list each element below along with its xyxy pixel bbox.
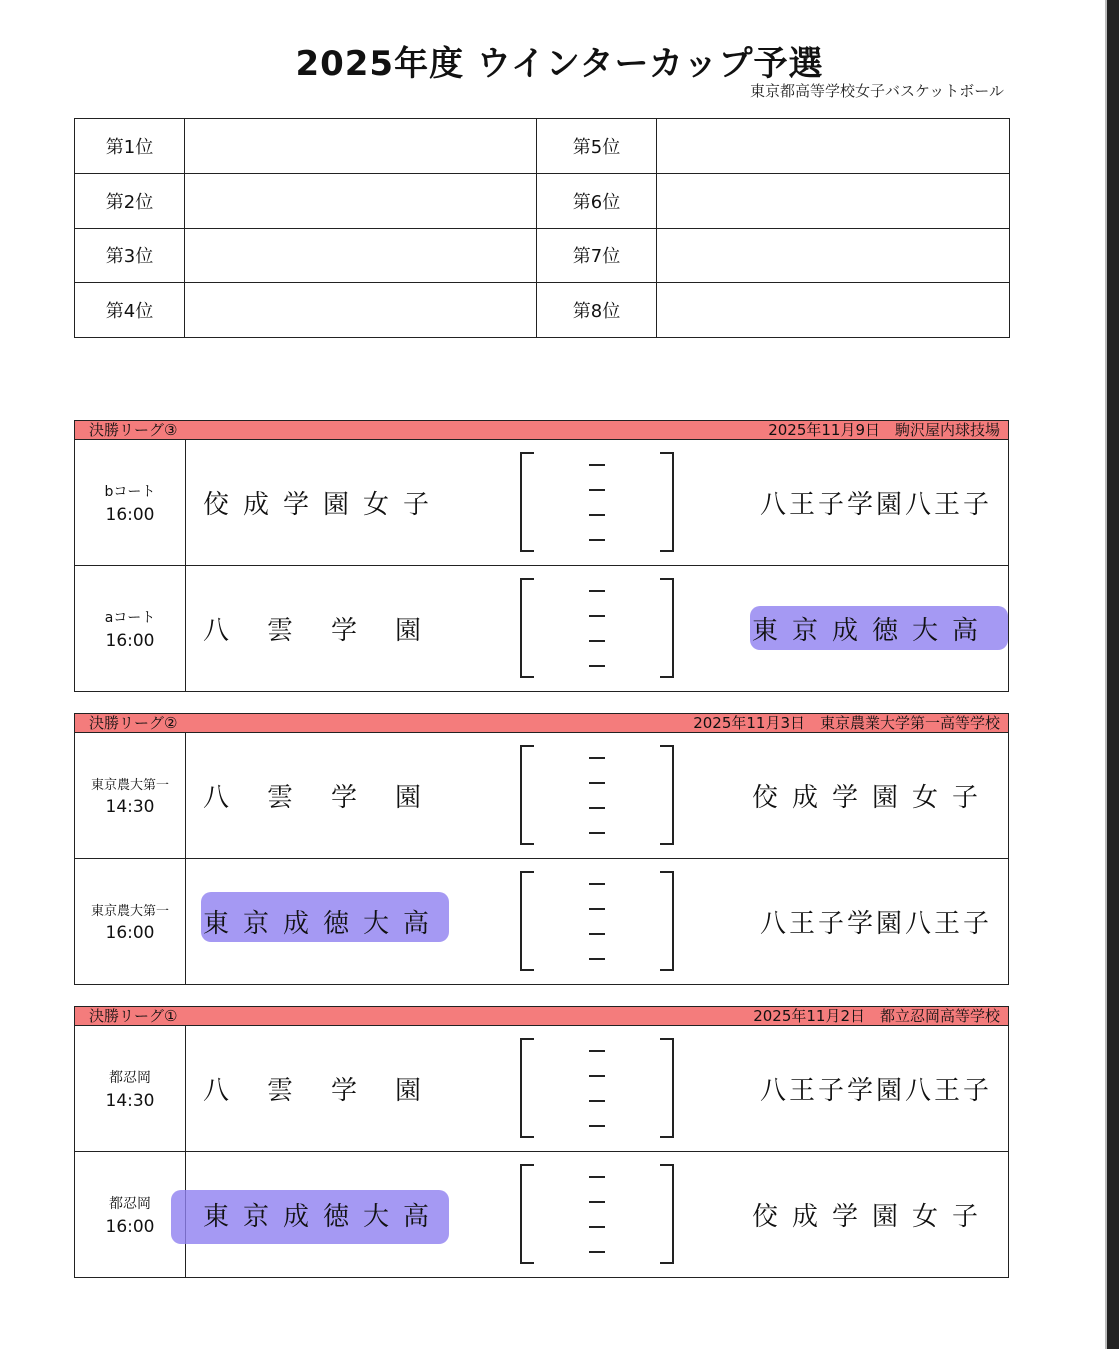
bracket-left xyxy=(520,1038,534,1138)
away-team: 東京成徳大高 xyxy=(751,616,992,646)
score-dash xyxy=(589,640,605,642)
ranking-row xyxy=(75,228,1010,283)
score-dash xyxy=(589,1100,605,1102)
match-row xyxy=(74,733,1009,859)
court-label: 都忍岡 xyxy=(109,1195,151,1212)
ranking-table xyxy=(74,118,1010,338)
rank-label: 第6位 xyxy=(537,173,657,228)
match-time: 16:00 xyxy=(105,630,155,651)
rank-cell xyxy=(657,228,1010,283)
home-team: 東京成徳大高 xyxy=(203,909,444,939)
score-dash xyxy=(589,514,605,516)
rank-cell xyxy=(185,228,537,283)
court-label: bコート xyxy=(104,483,156,500)
score-dash xyxy=(589,1201,605,1203)
score-dash xyxy=(589,1050,605,1052)
league-header xyxy=(74,1006,1009,1026)
ranking-row xyxy=(75,283,1010,338)
bracket-right xyxy=(660,578,674,678)
match-row xyxy=(74,1152,1009,1278)
bracket-right xyxy=(660,745,674,845)
match-time: 16:00 xyxy=(105,923,155,943)
rank-label: 第7位 xyxy=(537,228,657,283)
match-time: 14:30 xyxy=(105,797,155,817)
away-team: 八王子学園八王子 xyxy=(759,1076,992,1106)
match-row xyxy=(74,859,1009,985)
score-dash xyxy=(589,1226,605,1228)
bracket-right xyxy=(660,871,674,971)
home-team: 八雲学園 xyxy=(203,1076,460,1106)
score-dash xyxy=(589,665,605,667)
match-slot xyxy=(75,440,186,565)
bracket-left xyxy=(520,578,534,678)
rank-label: 第5位 xyxy=(537,119,657,174)
page-title: 2025年度 ウインターカップ予選 xyxy=(295,44,824,84)
rank-label: 第2位 xyxy=(75,173,185,228)
score-dash xyxy=(589,615,605,617)
rank-label: 第1位 xyxy=(75,119,185,174)
rank-cell xyxy=(657,283,1010,338)
score-dash xyxy=(589,464,605,466)
home-team: 八雲学園 xyxy=(203,783,460,813)
court-label: 東京農大第一 xyxy=(90,778,169,793)
score-dash xyxy=(589,933,605,935)
match-time: 16:00 xyxy=(105,1216,155,1237)
court-label: aコート xyxy=(104,609,156,626)
bracket-left xyxy=(520,1164,534,1264)
bracket-left xyxy=(520,452,534,552)
rank-label: 第3位 xyxy=(75,228,185,283)
score-dash xyxy=(589,757,605,759)
score-dash xyxy=(589,832,605,834)
away-team: 佼成学園女子 xyxy=(751,783,992,813)
rank-label: 第4位 xyxy=(75,283,185,338)
match-row xyxy=(74,566,1009,692)
score-dash xyxy=(589,958,605,960)
score-box xyxy=(520,578,674,678)
match-time: 14:30 xyxy=(105,1090,155,1111)
home-team: 佼成学園女子 xyxy=(203,490,444,520)
match-slot xyxy=(75,733,186,858)
score-box xyxy=(520,1038,674,1138)
ranking-row xyxy=(75,173,1010,228)
court-label: 都忍岡 xyxy=(109,1069,151,1086)
league-block-1 xyxy=(74,1006,1009,1278)
bracket-right xyxy=(660,452,674,552)
ranking-row xyxy=(75,119,1010,174)
match-slot xyxy=(75,859,186,984)
league-name: 決勝リーグ① xyxy=(89,1007,178,1025)
rank-cell xyxy=(657,173,1010,228)
match-slot xyxy=(75,566,186,691)
league-header xyxy=(74,713,1009,733)
score-dash xyxy=(589,489,605,491)
score-dash xyxy=(589,1075,605,1077)
home-team: 八雲学園 xyxy=(203,616,460,646)
bracket-left xyxy=(520,745,534,845)
score-dash xyxy=(589,782,605,784)
league-date-venue: 2025年11月2日 都立忍岡高等学校 xyxy=(753,1007,1000,1025)
bracket-right xyxy=(660,1038,674,1138)
league-block-3 xyxy=(74,420,1009,692)
rank-cell xyxy=(185,173,537,228)
league-name: 決勝リーグ② xyxy=(89,714,178,732)
score-box xyxy=(520,1164,674,1264)
rank-cell xyxy=(185,119,537,174)
score-dash xyxy=(589,807,605,809)
match-row xyxy=(74,440,1009,566)
court-label: 東京農大第一 xyxy=(90,904,169,919)
league-date-venue: 2025年11月9日 駒沢屋内球技場 xyxy=(768,421,1000,439)
score-dash xyxy=(589,590,605,592)
score-box xyxy=(520,745,674,845)
page-subtitle: 東京都高等学校女子バスケットボール xyxy=(750,82,1004,100)
league-header xyxy=(74,420,1009,440)
score-dash xyxy=(589,883,605,885)
rank-cell xyxy=(657,119,1010,174)
league-name: 決勝リーグ③ xyxy=(89,421,178,439)
score-dash xyxy=(589,908,605,910)
match-slot xyxy=(75,1152,186,1277)
away-team: 佼成学園女子 xyxy=(751,1202,992,1232)
bracket-right xyxy=(660,1164,674,1264)
rank-label: 第8位 xyxy=(537,283,657,338)
score-dash xyxy=(589,539,605,541)
score-dash xyxy=(589,1176,605,1178)
score-box xyxy=(520,452,674,552)
match-slot xyxy=(75,1026,186,1151)
scrollbar[interactable] xyxy=(1107,0,1119,1349)
home-team: 東京成徳大高 xyxy=(203,1202,444,1232)
match-row xyxy=(74,1026,1009,1152)
rank-cell xyxy=(185,283,537,338)
score-dash xyxy=(589,1251,605,1253)
bracket-left xyxy=(520,871,534,971)
away-team: 八王子学園八王子 xyxy=(759,909,992,939)
match-time: 16:00 xyxy=(105,504,155,525)
score-dash xyxy=(589,1125,605,1127)
score-box xyxy=(520,871,674,971)
league-block-2 xyxy=(74,713,1009,985)
away-team: 八王子学園八王子 xyxy=(759,490,992,520)
league-date-venue: 2025年11月3日 東京農業大学第一高等学校 xyxy=(693,714,1000,732)
